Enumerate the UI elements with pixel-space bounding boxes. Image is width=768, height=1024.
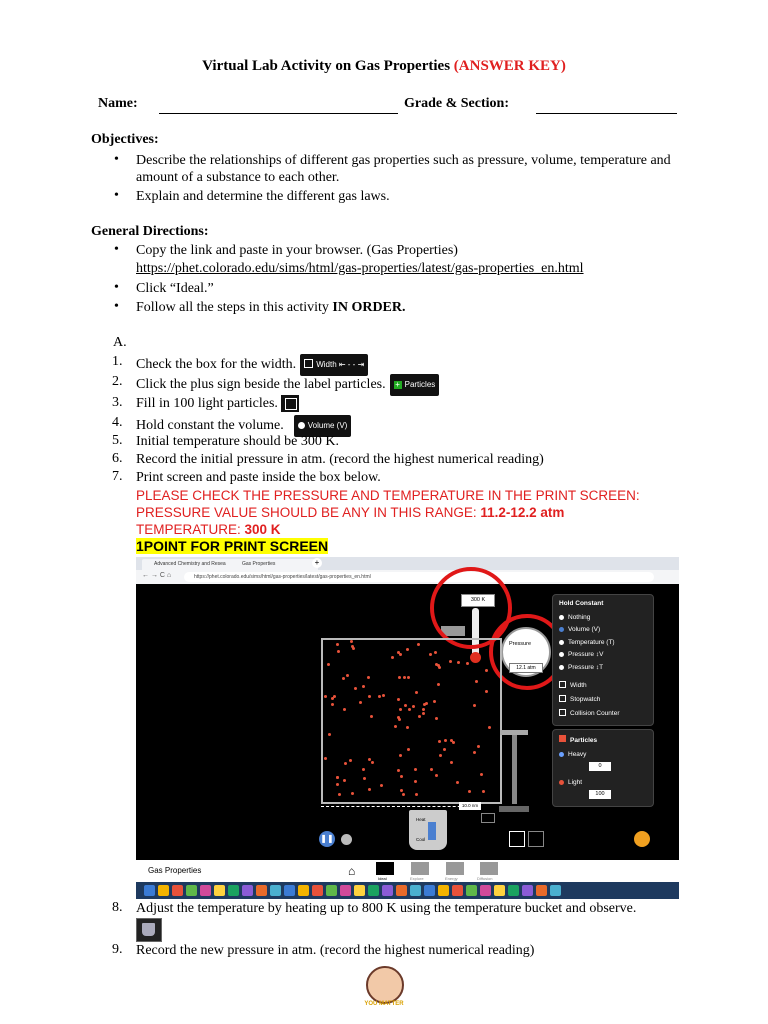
light-particle xyxy=(331,703,334,706)
screen-label: Explore xyxy=(410,876,424,881)
heat-label: Heat xyxy=(416,817,426,822)
taskbar-app-icon[interactable] xyxy=(298,885,309,896)
light-particle xyxy=(324,757,327,760)
step-number: 3. xyxy=(112,395,123,410)
home-icon[interactable]: ⌂ xyxy=(348,864,356,878)
taskbar-app-icon[interactable] xyxy=(200,885,211,896)
taskbar-app-icon[interactable] xyxy=(228,885,239,896)
pause-button[interactable]: ❚❚ xyxy=(319,831,335,847)
cool-label: Cool xyxy=(416,837,426,842)
light-particle xyxy=(378,695,381,698)
light-particle xyxy=(327,663,330,666)
pump-top xyxy=(500,730,528,735)
checkbox-icon xyxy=(559,709,566,716)
light-particle xyxy=(399,708,402,711)
title-text: Virtual Lab Activity on Gas Properties xyxy=(202,58,451,74)
light-particle xyxy=(331,697,334,700)
screen-ideal-icon[interactable] xyxy=(376,862,394,875)
hold-option-nothing[interactable] xyxy=(559,614,590,621)
taskbar-app-icon[interactable] xyxy=(326,885,337,896)
pressure-readout[interactable]: 12.1 atm xyxy=(509,663,543,673)
taskbar-app-icon[interactable] xyxy=(382,885,393,896)
light-particle xyxy=(466,662,469,665)
light-particle xyxy=(397,769,400,772)
light-particle xyxy=(343,779,346,782)
page-title xyxy=(0,58,768,75)
particles-header[interactable] xyxy=(559,735,597,744)
step-number: 5. xyxy=(112,433,123,448)
note-range-label: PRESSURE VALUE SHOULD BE ANY IN THIS RANGE: xyxy=(136,505,481,520)
heavy-label xyxy=(559,751,586,758)
grade-field xyxy=(536,113,677,114)
light-particle xyxy=(399,754,402,757)
step-number: 8. xyxy=(112,900,123,915)
direction-1: Copy the link and paste in your browser. (Gas Properties) xyxy=(136,243,458,258)
step-5: Initial temperature should be 300 K. xyxy=(136,434,339,449)
light-particle xyxy=(349,759,352,762)
light-particle xyxy=(362,685,365,688)
pump-handle[interactable] xyxy=(512,734,517,804)
objective-1: Describe the relationships of different gas properties such as pressure, volume, temperature and amount of a substance to each other. xyxy=(136,153,671,185)
taskbar-app-icon[interactable] xyxy=(494,885,505,896)
gas-properties-link[interactable]: https://phet.colorado.edu/sims/html/gas-properties/latest/gas-properties_en.html xyxy=(136,261,584,276)
windows-taskbar xyxy=(136,882,679,899)
light-particle xyxy=(417,643,420,646)
radio-icon xyxy=(298,422,305,429)
step-1 xyxy=(136,354,368,376)
light-particle xyxy=(391,656,394,659)
step-3-text: Fill in 100 light particles. xyxy=(136,396,278,411)
view-button-1[interactable] xyxy=(509,831,525,847)
direction-3 xyxy=(136,299,696,316)
light-particle xyxy=(418,715,421,718)
taskbar-app-icon[interactable] xyxy=(158,885,169,896)
taskbar-app-icon[interactable] xyxy=(466,885,477,896)
note-temp-label: TEMPERATURE: xyxy=(136,522,245,537)
light-particle xyxy=(394,725,397,728)
direction-2: Click “Ideal.” xyxy=(136,281,214,296)
browser-tab-bar xyxy=(136,557,679,570)
taskbar-app-icon[interactable] xyxy=(368,885,379,896)
taskbar-app-icon[interactable] xyxy=(396,885,407,896)
light-particle xyxy=(475,680,478,683)
light-particle xyxy=(382,694,385,697)
taskbar-app-icon[interactable] xyxy=(480,885,491,896)
light-particle xyxy=(415,691,418,694)
bullet: • xyxy=(114,152,119,167)
light-particle xyxy=(367,676,370,679)
light-particle xyxy=(351,645,354,648)
light-particle xyxy=(343,708,346,711)
light-particle xyxy=(403,676,406,679)
light-particle xyxy=(434,651,437,654)
light-particle xyxy=(406,648,409,651)
light-particle xyxy=(408,708,411,711)
new-tab-icon[interactable]: + xyxy=(312,558,322,568)
light-particle xyxy=(359,701,362,704)
heavy-particle-icon xyxy=(559,752,564,757)
heavy-spinner[interactable] xyxy=(559,762,647,773)
light-particle xyxy=(342,677,345,680)
screen-label: Diffusion xyxy=(477,876,493,881)
bullet: • xyxy=(114,299,119,314)
light-particle xyxy=(422,712,425,715)
light-particle xyxy=(437,683,440,686)
light-particle xyxy=(346,674,349,677)
nav-arrows-icon[interactable]: ← → C ⌂ xyxy=(142,572,172,579)
screen-energy-icon[interactable] xyxy=(446,862,464,875)
light-particle xyxy=(404,704,407,707)
checkbox-icon xyxy=(559,695,566,702)
taskbar-app-icon[interactable] xyxy=(172,885,183,896)
light-particle xyxy=(368,788,371,791)
light-particle xyxy=(337,650,340,653)
heavy-text: Heavy xyxy=(568,751,587,758)
heavy-count[interactable]: 0 xyxy=(589,762,611,771)
light-particle xyxy=(429,653,432,656)
light-particle xyxy=(354,687,357,690)
radio-icon xyxy=(559,652,564,657)
step-button[interactable] xyxy=(341,834,352,845)
light-particle xyxy=(457,661,460,664)
heat-slider[interactable] xyxy=(428,822,436,840)
objectives-header: Objectives: xyxy=(91,132,159,147)
reset-button[interactable] xyxy=(634,831,650,847)
note-temp-value: 300 K xyxy=(244,522,281,537)
step-number: 9. xyxy=(112,942,123,957)
answer-key-label: (ANSWER KEY) xyxy=(453,58,566,74)
collapse-icon xyxy=(559,735,566,742)
step-4-text: Hold constant the volume. xyxy=(136,418,284,434)
light-particle xyxy=(371,761,374,764)
light-particle xyxy=(444,739,447,742)
light-text: Light xyxy=(568,779,583,786)
pump-base xyxy=(499,806,529,812)
taskbar-app-icon[interactable] xyxy=(508,885,519,896)
chip-particles-label: Particles xyxy=(404,380,436,389)
light-particle xyxy=(397,651,400,654)
gas-container xyxy=(321,638,502,804)
light-particle xyxy=(435,774,438,777)
step-8: Adjust the temperature by heating up to 800 K using the temperature bucket and observe. xyxy=(136,901,637,916)
particles-chip xyxy=(390,374,440,396)
screen-label: Energy xyxy=(445,876,458,881)
avatar-logo xyxy=(366,966,404,1004)
light-particle xyxy=(415,793,418,796)
note-line-2 xyxy=(136,504,640,521)
light-particle xyxy=(438,740,441,743)
light-particle xyxy=(362,768,365,771)
hold-option-pressure-v[interactable] xyxy=(559,651,603,658)
name-field xyxy=(159,113,398,114)
answer-note xyxy=(136,487,640,538)
hold-option-label: Temperature (T) xyxy=(568,639,615,646)
simulation-screenshot xyxy=(136,557,679,899)
browser-tab-active[interactable]: Gas Properties xyxy=(230,559,318,570)
light-particle xyxy=(485,690,488,693)
taskbar-app-icon[interactable] xyxy=(354,885,365,896)
hold-option-label: Nothing xyxy=(568,614,591,621)
light-particle xyxy=(482,790,485,793)
light-particle xyxy=(363,777,366,780)
step-2 xyxy=(136,374,439,396)
hold-option-pressure-t[interactable] xyxy=(559,664,603,671)
light-particle xyxy=(485,669,488,672)
light-spinner[interactable] xyxy=(559,790,647,801)
step-9: Record the new pressure in atm. (record the highest numerical reading) xyxy=(136,943,535,958)
temperature-bucket-icon xyxy=(136,918,162,942)
temperature-readout[interactable]: 300 K xyxy=(461,594,495,607)
chip-width-label: Width xyxy=(316,360,337,369)
sim-navbar xyxy=(136,860,679,882)
taskbar-app-icon[interactable] xyxy=(340,885,351,896)
light-particle xyxy=(439,754,442,757)
light-count[interactable]: 100 xyxy=(589,790,611,799)
width-ruler xyxy=(321,806,481,807)
name-label: Name: xyxy=(98,96,138,111)
taskbar-app-icon[interactable] xyxy=(214,885,225,896)
check-label: Collision Counter xyxy=(570,710,620,717)
light-particle xyxy=(473,704,476,707)
light-particle xyxy=(344,762,347,765)
light-particle xyxy=(368,758,371,761)
app-name: Gas Properties xyxy=(148,866,202,875)
light-particle xyxy=(480,773,483,776)
address-bar xyxy=(136,570,679,584)
light-particle xyxy=(406,726,409,729)
taskbar-app-icon[interactable] xyxy=(550,885,561,896)
hold-option-label: Pressure ↕V xyxy=(568,651,604,658)
radio-icon xyxy=(559,640,564,645)
light-particle xyxy=(380,784,383,787)
light-particle xyxy=(456,781,459,784)
step-number: 7. xyxy=(112,469,123,484)
light-particle xyxy=(473,751,476,754)
taskbar-app-icon[interactable] xyxy=(452,885,463,896)
objective-2: Explain and determine the different gas laws. xyxy=(136,189,390,204)
step-2-text: Click the plus sign beside the label particles. xyxy=(136,377,386,393)
light-label xyxy=(559,779,582,786)
grade-label: Grade & Section: xyxy=(404,96,509,111)
light-particle xyxy=(468,790,471,793)
step-number: 6. xyxy=(112,451,123,466)
taskbar-app-icon[interactable] xyxy=(270,885,281,896)
taskbar-app-icon[interactable] xyxy=(410,885,421,896)
light-particle xyxy=(351,792,354,795)
step-number: 2. xyxy=(112,374,123,389)
screen-explore-icon[interactable] xyxy=(411,862,429,875)
light-particle xyxy=(397,698,400,701)
point-note-text: 1POINT FOR PRINT SCREEN xyxy=(136,538,329,554)
light-particle xyxy=(450,761,453,764)
light-particle xyxy=(425,702,428,705)
light-particle xyxy=(414,780,417,783)
checkbox-checked-icon xyxy=(559,681,566,688)
screen-diffusion-icon[interactable] xyxy=(480,862,498,875)
hold-option-label: Pressure ↕T xyxy=(568,664,604,671)
step-7: Print screen and paste inside the box below. xyxy=(136,470,381,485)
light-particle xyxy=(433,700,436,703)
light-particle xyxy=(368,695,371,698)
step-6: Record the initial pressure in atm. (record the highest numerical reading) xyxy=(136,452,544,467)
taskbar-app-icon[interactable] xyxy=(242,885,253,896)
taskbar-app-icon[interactable] xyxy=(144,885,155,896)
light-particle xyxy=(336,783,339,786)
light-particle xyxy=(398,676,401,679)
bullet: • xyxy=(114,188,119,203)
light-particle xyxy=(412,705,415,708)
light-particle xyxy=(338,793,341,796)
taskbar-app-icon[interactable] xyxy=(256,885,267,896)
note-range-value: 11.2-12.2 atm xyxy=(480,505,565,520)
light-particle xyxy=(414,768,417,771)
light-particle xyxy=(422,708,425,711)
step-number: 1. xyxy=(112,354,123,369)
light-particle xyxy=(450,739,453,742)
point-note xyxy=(136,538,328,556)
logo-text: YOU MATTER xyxy=(364,1001,404,1007)
radio-icon xyxy=(559,615,564,620)
taskbar-app-icon[interactable] xyxy=(522,885,533,896)
light-particle xyxy=(407,676,410,679)
direction-3-text: Follow all the steps in this activity xyxy=(136,300,333,315)
hold-option-volume[interactable] xyxy=(559,626,600,633)
note-line-1: PLEASE CHECK THE PRESSURE AND TEMPERATURE IN THE PRINT SCREEN: xyxy=(136,488,640,503)
light-particle xyxy=(400,789,403,792)
light-particle xyxy=(336,776,339,779)
light-particle xyxy=(430,768,433,771)
light-particle xyxy=(402,793,405,796)
width-checkbox-chip: Width ⇤ - - ⇥ xyxy=(300,354,368,376)
step-1-text: Check the box for the width. xyxy=(136,357,297,373)
width-handle[interactable] xyxy=(481,813,495,823)
direction-3-bold: IN ORDER. xyxy=(332,300,406,315)
radio-selected-icon xyxy=(559,627,564,632)
light-particle xyxy=(397,716,400,719)
light-particle xyxy=(435,717,438,720)
radio-icon xyxy=(559,665,564,670)
fill-particles-icon xyxy=(281,395,299,412)
stopwatch-checkbox[interactable] xyxy=(559,695,600,703)
browser-tab[interactable]: Advanced Chemistry and Resea xyxy=(142,559,238,570)
screen-label: Ideal xyxy=(378,876,387,881)
width-readout: 10.0 nm xyxy=(459,802,481,810)
light-particle xyxy=(488,726,491,729)
directions-header: General Directions: xyxy=(91,224,209,239)
width-checkbox[interactable] xyxy=(559,681,587,689)
taskbar-app-icon[interactable] xyxy=(284,885,295,896)
taskbar-app-icon[interactable] xyxy=(312,885,323,896)
taskbar-app-icon[interactable] xyxy=(536,885,547,896)
step-number: 4. xyxy=(112,415,123,430)
pressure-label: Pressure xyxy=(509,641,532,647)
particles-panel xyxy=(552,729,654,807)
taskbar-app-icon[interactable] xyxy=(186,885,197,896)
chip-volume-label: Volume (V) xyxy=(307,421,348,430)
light-particle-icon xyxy=(559,780,564,785)
check-label: Stopwatch xyxy=(570,696,601,703)
section-a-label: A. xyxy=(113,335,127,350)
light-particle xyxy=(324,695,327,698)
step-3 xyxy=(136,395,299,413)
light-particle xyxy=(370,715,373,718)
checkbox-icon xyxy=(304,359,313,368)
bullet: • xyxy=(114,242,119,257)
collision-counter-checkbox[interactable] xyxy=(559,709,620,717)
sim-area xyxy=(141,584,679,860)
hold-option-temperature[interactable] xyxy=(559,639,615,646)
taskbar-app-icon[interactable] xyxy=(438,885,449,896)
view-button-2[interactable] xyxy=(528,831,544,847)
taskbar-app-icon[interactable] xyxy=(424,885,435,896)
hold-constant-title: Hold Constant xyxy=(559,600,604,607)
light-particle xyxy=(407,748,410,751)
hold-option-label: Volume (V) xyxy=(568,626,601,633)
light-particle xyxy=(350,640,353,643)
light-particle xyxy=(438,666,441,669)
hold-constant-panel xyxy=(552,594,654,726)
light-particle xyxy=(443,748,446,751)
plus-icon: + xyxy=(395,380,400,389)
bullet: • xyxy=(114,280,119,295)
light-particle xyxy=(449,660,452,663)
check-label: Width xyxy=(570,682,587,689)
light-particle xyxy=(477,745,480,748)
light-particle xyxy=(336,643,339,646)
url-field[interactable]: https://phet.colorado.edu/sims/html/gas-properties/latest/gas-properties_en.html xyxy=(184,572,654,582)
particles-title: Particles xyxy=(570,737,598,744)
light-particle xyxy=(400,775,403,778)
note-line-3 xyxy=(136,521,640,538)
light-particle xyxy=(328,733,331,736)
